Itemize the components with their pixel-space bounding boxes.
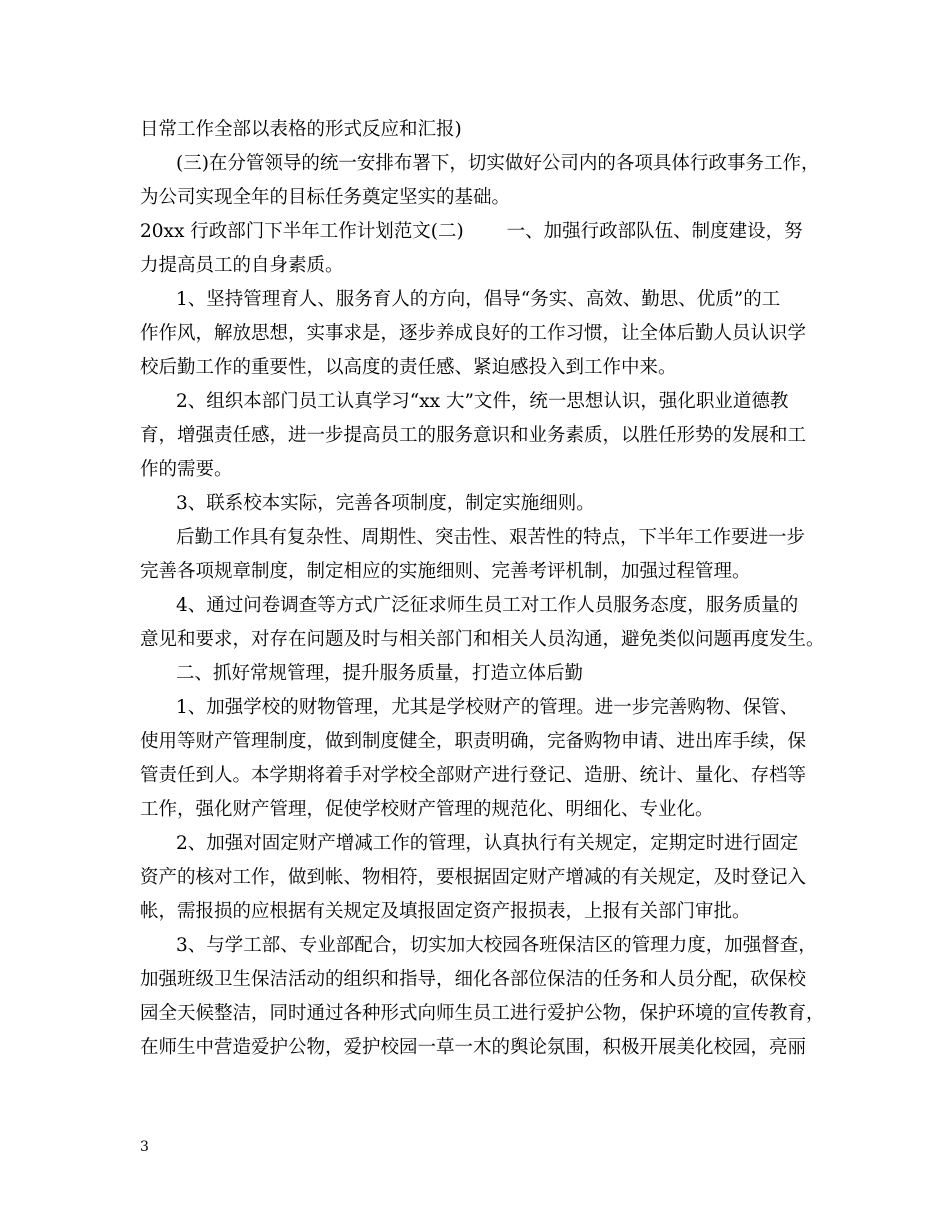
- text-line: 后勤工作具有复杂性、周期性、突击性、艰苦性的特点，下半年工作要进一步: [176, 527, 806, 548]
- text-line: 日常工作全部以表格的形式反应和汇报): [140, 119, 462, 140]
- text-line: 二、抓好常规管理，提升服务质量，打造立体后勤: [176, 663, 584, 684]
- text-line: 园全天候整洁，同时通过各种形式向师生员工进行爱护公物，保护环境的宣传教育，: [140, 1003, 825, 1024]
- text-line: 20xx 行政部门下半年工作计划范文(二) 一、加强行政部队伍、制度建设，努: [140, 221, 803, 242]
- text-line: 意见和要求，对存在问题及时与相关部门和相关人员沟通，避免类似问题再度发生。: [140, 629, 825, 650]
- text-line: 在师生中营造爱护公物，爱护校园一草一木的舆论氛围，积极开展美化校园，亮丽: [140, 1037, 807, 1058]
- text-line: 1、坚持管理育人、服务育人的方向，倡导“务实、高效、勤思、优质”的工: [176, 289, 781, 310]
- page-number: 3: [140, 1139, 149, 1155]
- text-line: 使用等财产管理制度，做到制度健全，职责明确，完备购物申请、进出库手续，保: [140, 731, 807, 752]
- text-line: 育，增强责任感，进一步提高员工的服务意识和业务素质，以胜任形势的发展和工: [140, 425, 807, 446]
- text-line: 资产的核对工作，做到帐、物相符，要根据固定财产增减的有关规定，及时登记入: [140, 867, 807, 888]
- text-line: 作的需要。: [140, 459, 233, 480]
- text-line: 作作风，解放思想，实事求是，逐步养成良好的工作习惯，让全体后勤人员认识学: [140, 323, 807, 344]
- text-line: 1、加强学校的财物管理，尤其是学校财产的管理。进一步完善购物、保管、: [176, 697, 799, 718]
- text-line: 4、通过问卷调查等方式广泛征求师生员工对工作人员服务态度，服务质量的: [176, 595, 799, 616]
- text-line: 工作，强化财产管理，促使学校财产管理的规范化、明细化、专业化。: [140, 799, 714, 820]
- text-line: 管责任到人。本学期将着手对学校全部财产进行登记、造册、统计、量化、存档等: [140, 765, 807, 786]
- text-line: 加强班级卫生保洁活动的组织和指导，细化各部位保洁的任务和人员分配，砍保校: [140, 969, 807, 990]
- text-line: 3、联系校本实际，完善各项制度，制定实施细则。: [176, 493, 595, 514]
- text-line: 2、加强对固定财产增减工作的管理，认真执行有关规定，定期定时进行固定: [176, 833, 799, 854]
- text-line: 校后勤工作的重要性，以高度的责任感、紧迫感投入到工作中来。: [140, 357, 677, 378]
- text-line: 力提高员工的自身素质。: [140, 255, 344, 276]
- text-line: 为公司实现全年的目标任务奠定坚实的基础。: [140, 187, 511, 208]
- text-line: 帐，需报损的应根据有关规定及填报固定资产报损表，上报有关部门审批。: [140, 901, 751, 922]
- text-line: 2、组织本部门员工认真学习“xx 大”文件，统一思想认识，强化职业道德教: [176, 391, 789, 412]
- text-line: 3、与学工部、专业部配合，切实加大校园各班保洁区的管理力度，加强督查，: [176, 935, 817, 956]
- text-line: 完善各项规章制度，制定相应的实施细则、完善考评机制，加强过程管理。: [140, 561, 751, 582]
- text-line: (三)在分管领导的统一安排布署下，切实做好公司内的各项具体行政事务工作，: [176, 153, 820, 174]
